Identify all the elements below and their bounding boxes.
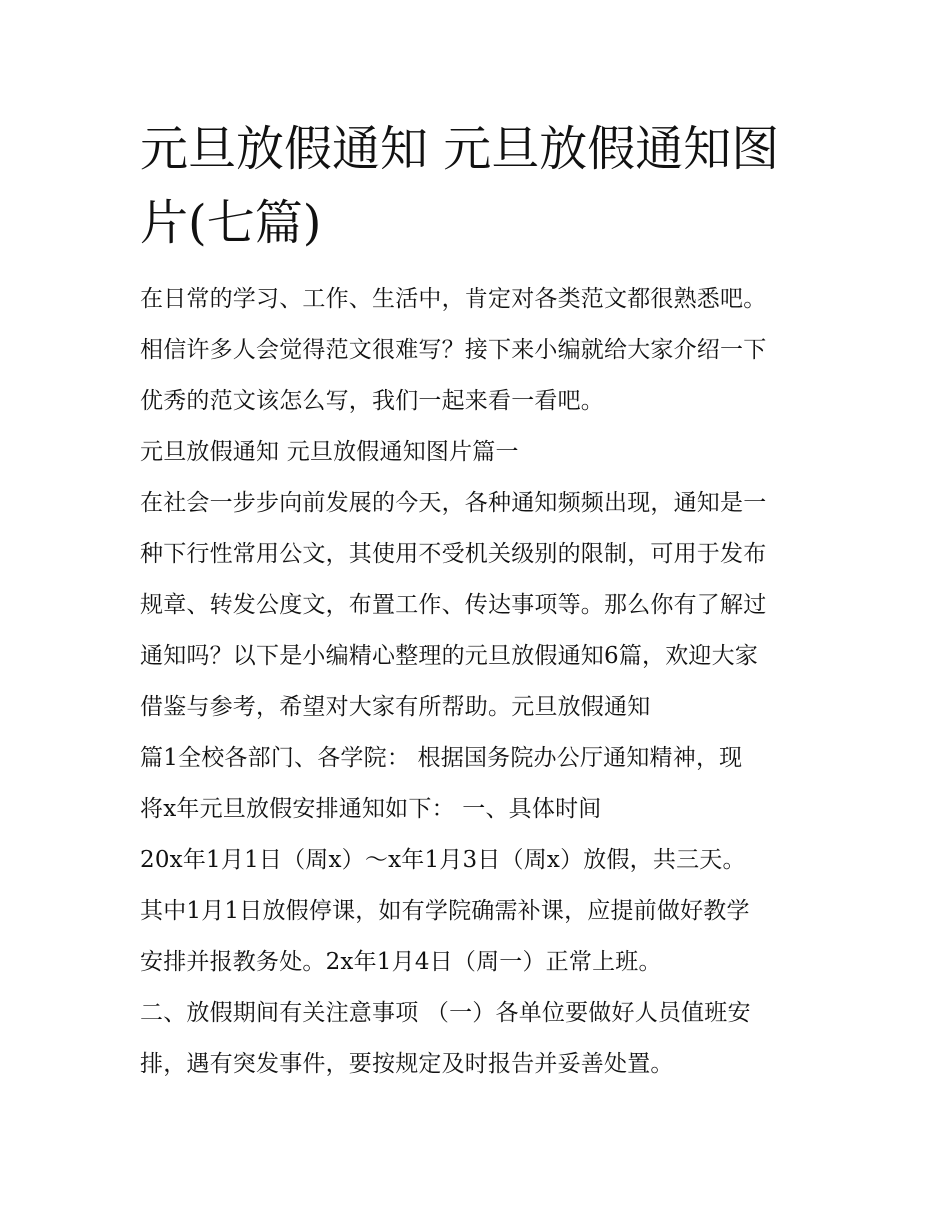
body-line-10: 篇1全校各部门、各学院： 根据国务院办公厅通知精神，现 bbox=[140, 745, 743, 771]
body-line-3: 优秀的范文该怎么写，我们一起来看一看吧。 bbox=[140, 388, 604, 414]
body-line-13: 其中1月1日放假停课，如有学院确需补课，应提前做好教学 bbox=[140, 898, 750, 924]
body-line-5: 在社会一步步向前发展的今天，各种通知频频出现，通知是一 bbox=[140, 490, 767, 516]
body-line-8: 通知吗？以下是小编精心整理的元旦放假通知6篇，欢迎大家 bbox=[140, 643, 759, 669]
body-line-11: 将x年元旦放假安排通知如下： 一、具体时间 bbox=[140, 796, 602, 822]
body-line-7: 规章、转发公度文，布置工作、传达事项等。那么你有了解过 bbox=[140, 592, 767, 618]
title-line-2: 片(七篇) bbox=[140, 195, 322, 251]
title-line-1: 元旦放假通知 元旦放假通知图 bbox=[140, 121, 780, 177]
document-title bbox=[140, 112, 820, 260]
section-heading: 元旦放假通知 元旦放假通知图片篇一 bbox=[140, 439, 519, 465]
body-line-2: 相信许多人会觉得范文很难写？接下来小编就给大家介绍一下 bbox=[140, 337, 767, 363]
body-line-16: 排，遇有突发事件，要按规定及时报告并妥善处置。 bbox=[140, 1051, 674, 1077]
body-line-14: 安排并报教务处。2x年1月4日（周一）正常上班。 bbox=[140, 949, 662, 975]
body-line-12: 20x年1月1日（周x）～x年1月3日（周x）放假，共三天。 bbox=[140, 847, 746, 873]
document-page bbox=[140, 112, 820, 1090]
body-line-15: 二、放假期间有关注意事项 （一）各单位要做好人员值班安 bbox=[140, 1000, 751, 1026]
body-line-9: 借鉴与参考，希望对大家有所帮助。元旦放假通知 bbox=[140, 694, 651, 720]
body-line-6: 种下行性常用公文，其使用不受机关级别的限制，可用于发布 bbox=[140, 541, 767, 567]
body-line-1: 在日常的学习、工作、生活中，肯定对各类范文都很熟悉吧。 bbox=[140, 286, 767, 312]
document-body bbox=[140, 274, 820, 1090]
